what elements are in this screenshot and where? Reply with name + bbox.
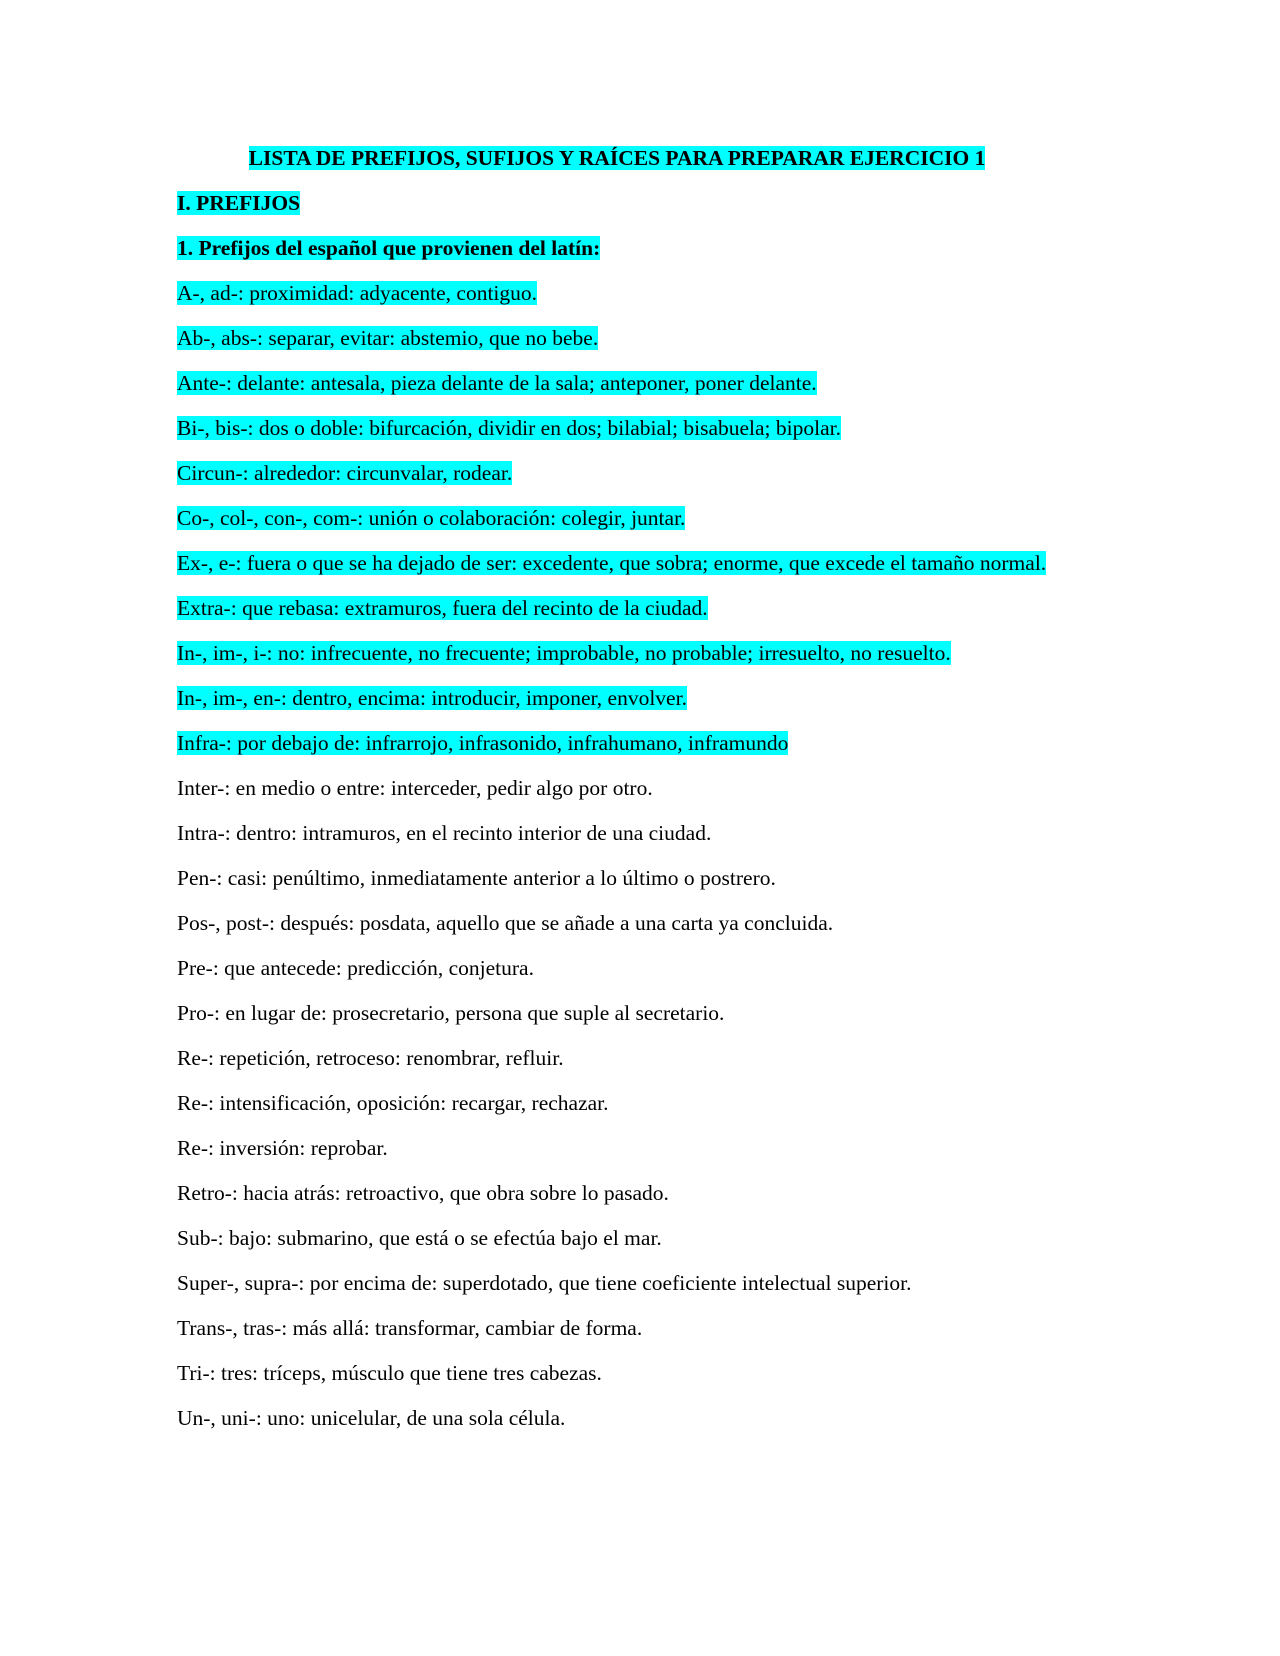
prefix-list-item bbox=[177, 370, 1057, 397]
prefix-list-item bbox=[177, 1405, 1057, 1432]
prefix-list-item-text: Pen-: casi: penúltimo, inmediatamente anterior a lo último o postrero. bbox=[177, 866, 776, 890]
prefix-list-item bbox=[177, 865, 1057, 892]
prefix-list-item-text: Re-: repetición, retroceso: renombrar, refluir. bbox=[177, 1046, 564, 1070]
prefix-list-item-text: Un-, uni-: uno: unicelular, de una sola célula. bbox=[177, 1406, 566, 1430]
prefix-list-item bbox=[177, 1000, 1057, 1027]
prefix-list-item bbox=[177, 820, 1057, 847]
document-title bbox=[177, 145, 1057, 172]
prefix-list-item bbox=[177, 1180, 1057, 1207]
prefix-list-item bbox=[177, 505, 1057, 532]
prefix-list-item bbox=[177, 595, 1057, 622]
prefix-list-item bbox=[177, 550, 1057, 577]
prefix-list-item bbox=[177, 1090, 1057, 1117]
prefix-list-item bbox=[177, 1360, 1057, 1387]
prefix-list bbox=[177, 280, 1057, 1432]
prefix-list-item bbox=[177, 640, 1057, 667]
prefix-list-item-text: Pos-, post-: después: posdata, aquello que se añade a una carta ya concluida. bbox=[177, 911, 834, 935]
prefix-list-item-text: Bi-, bis-: dos o doble: bifurcación, dividir en dos; bilabial; bisabuela; bipolar. bbox=[177, 416, 841, 440]
prefix-list-item-text: Intra-: dentro: intramuros, en el recinto interior de una ciudad. bbox=[177, 821, 712, 845]
prefix-list-item bbox=[177, 910, 1057, 937]
prefix-list-item-text: Sub-: bajo: submarino, que está o se efectúa bajo el mar. bbox=[177, 1226, 662, 1250]
prefix-list-item-text: Super-, supra-: por encima de: superdotado, que tiene coeficiente intelectual superior. bbox=[177, 1271, 912, 1295]
prefix-list-item-text: A-, ad-: proximidad: adyacente, contiguo. bbox=[177, 281, 538, 305]
prefix-list-item bbox=[177, 325, 1057, 352]
prefix-list-item-text: Pre-: que antecede: predicción, conjetura. bbox=[177, 956, 534, 980]
prefix-list-item-text: Tri-: tres: tríceps, músculo que tiene tres cabezas. bbox=[177, 1361, 602, 1385]
prefix-list-item-text: Retro-: hacia atrás: retroactivo, que obra sobre lo pasado. bbox=[177, 1181, 669, 1205]
prefix-list-item bbox=[177, 730, 1057, 757]
prefix-list-item bbox=[177, 1225, 1057, 1252]
prefix-list-item-text: Re-: intensificación, oposición: recargar, rechazar. bbox=[177, 1091, 609, 1115]
prefix-list-item-text: Ex-, e-: fuera o que se ha dejado de ser: excedente, que sobra; enorme, que excede el tamaño normal. bbox=[177, 551, 1047, 575]
prefix-list-item bbox=[177, 1045, 1057, 1072]
document-title-text: LISTA DE PREFIJOS, SUFIJOS Y RAÍCES PARA PREPARAR EJERCICIO 1 bbox=[248, 146, 986, 170]
section-heading-text: I. PREFIJOS bbox=[177, 191, 301, 215]
prefix-list-item-text: Pro-: en lugar de: prosecretario, persona que suple al secretario. bbox=[177, 1001, 725, 1025]
prefix-list-item-text: Infra-: por debajo de: infrarrojo, infrasonido, infrahumano, inframundo bbox=[177, 731, 789, 755]
prefix-list-item bbox=[177, 1270, 1057, 1297]
prefix-list-item bbox=[177, 775, 1057, 802]
prefix-list-item-text: Co-, col-, con-, com-: unión o colaboración: colegir, juntar. bbox=[177, 506, 686, 530]
prefix-list-item-text: Circun-: alrededor: circunvalar, rodear. bbox=[177, 461, 513, 485]
prefix-list-item bbox=[177, 460, 1057, 487]
section-heading bbox=[177, 190, 1057, 217]
prefix-list-item-text: Extra-: que rebasa: extramuros, fuera del recinto de la ciudad. bbox=[177, 596, 708, 620]
document-content bbox=[177, 145, 1057, 1450]
prefix-list-item-text: Inter-: en medio o entre: interceder, pedir algo por otro. bbox=[177, 776, 653, 800]
prefix-list-item-text: Trans-, tras-: más allá: transformar, cambiar de forma. bbox=[177, 1316, 643, 1340]
prefix-list-item-text: Ab-, abs-: separar, evitar: abstemio, que no bebe. bbox=[177, 326, 599, 350]
prefix-list-item-text: In-, im-, i-: no: infrecuente, no frecuente; improbable, no probable; irresuelto, no resuelto. bbox=[177, 641, 951, 665]
prefix-list-item-text: In-, im-, en-: dentro, encima: introducir, imponer, envolver. bbox=[177, 686, 687, 710]
prefix-list-item bbox=[177, 1135, 1057, 1162]
prefix-list-item bbox=[177, 955, 1057, 982]
prefix-list-item bbox=[177, 280, 1057, 307]
subsection-heading bbox=[177, 235, 1057, 262]
subsection-heading-text: 1. Prefijos del español que provienen del latín: bbox=[177, 236, 601, 260]
prefix-list-item bbox=[177, 415, 1057, 442]
prefix-list-item-text: Ante-: delante: antesala, pieza delante de la sala; anteponer, poner delante. bbox=[177, 371, 817, 395]
prefix-list-item bbox=[177, 685, 1057, 712]
prefix-list-item-text: Re-: inversión: reprobar. bbox=[177, 1136, 388, 1160]
prefix-list-item bbox=[177, 1315, 1057, 1342]
